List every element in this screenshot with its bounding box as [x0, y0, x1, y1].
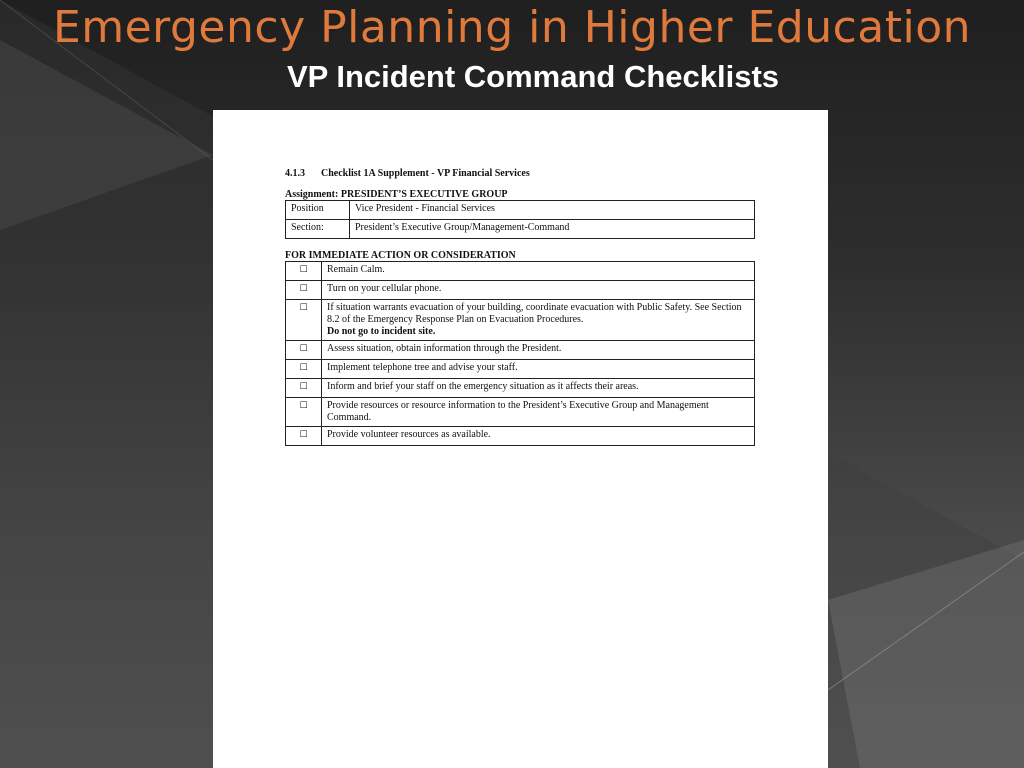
- checkbox-icon[interactable]: ☐: [286, 300, 322, 341]
- section-heading: [285, 168, 756, 188]
- action-checklist-table: [285, 261, 755, 446]
- action-text: Implement telephone tree and advise your staff.: [322, 360, 755, 379]
- checkbox-icon[interactable]: ☐: [286, 281, 322, 300]
- table-row: [286, 360, 755, 379]
- slide-title: Emergency Planning in Higher Education: [52, 2, 972, 53]
- action-label: FOR IMMEDIATE ACTION OR CONSIDERATION: [285, 250, 516, 261]
- table-row: [286, 341, 755, 360]
- action-text: Inform and brief your staff on the emergency situation as it affects their areas.: [322, 379, 755, 398]
- document-page: [213, 110, 828, 768]
- checkbox-icon[interactable]: ☐: [286, 427, 322, 446]
- table-row: [286, 427, 755, 446]
- table-row: [286, 379, 755, 398]
- table-row: [286, 281, 755, 300]
- section-number: 4.1.3: [285, 168, 305, 179]
- table-row: [286, 262, 755, 281]
- checkbox-icon[interactable]: ☐: [286, 398, 322, 427]
- assignment-value: President’s Executive Group/Management-Command: [350, 220, 755, 239]
- assignment-key: Section:: [286, 220, 350, 239]
- action-text: Turn on your cellular phone.: [322, 281, 755, 300]
- table-row: [286, 220, 755, 239]
- checkbox-icon[interactable]: ☐: [286, 360, 322, 379]
- table-row: [286, 300, 755, 341]
- action-text: Assess situation, obtain information through the President.: [322, 341, 755, 360]
- assignment-key: Position: [286, 201, 350, 220]
- section-title: Checklist 1A Supplement - VP Financial Services: [321, 168, 530, 179]
- action-text: Provide resources or resource information to the President’s Executive Group and Management Command.: [322, 398, 755, 427]
- action-text: Provide volunteer resources as available.: [322, 427, 755, 446]
- action-cell: [322, 300, 755, 341]
- slide-subtitle: VP Incident Command Checklists: [286, 59, 780, 94]
- assignment-label: Assignment: PRESIDENT’S EXECUTIVE GROUP: [285, 189, 508, 200]
- table-row: [286, 398, 755, 427]
- action-bold-text: Do not go to incident site.: [327, 326, 436, 337]
- checkbox-icon[interactable]: ☐: [286, 341, 322, 360]
- table-row: [286, 201, 755, 220]
- document-body: [285, 168, 756, 446]
- checkbox-icon[interactable]: ☐: [286, 262, 322, 281]
- checkbox-icon[interactable]: ☐: [286, 379, 322, 398]
- action-text: Remain Calm.: [322, 262, 755, 281]
- action-text: If situation warrants evacuation of your building, coordinate evacuation with Public Safety. See Section 8.2 of the Emergency Response Plan on Evacuation Procedures.: [327, 302, 742, 325]
- assignment-table: [285, 200, 755, 239]
- assignment-value: Vice President - Financial Services: [350, 201, 755, 220]
